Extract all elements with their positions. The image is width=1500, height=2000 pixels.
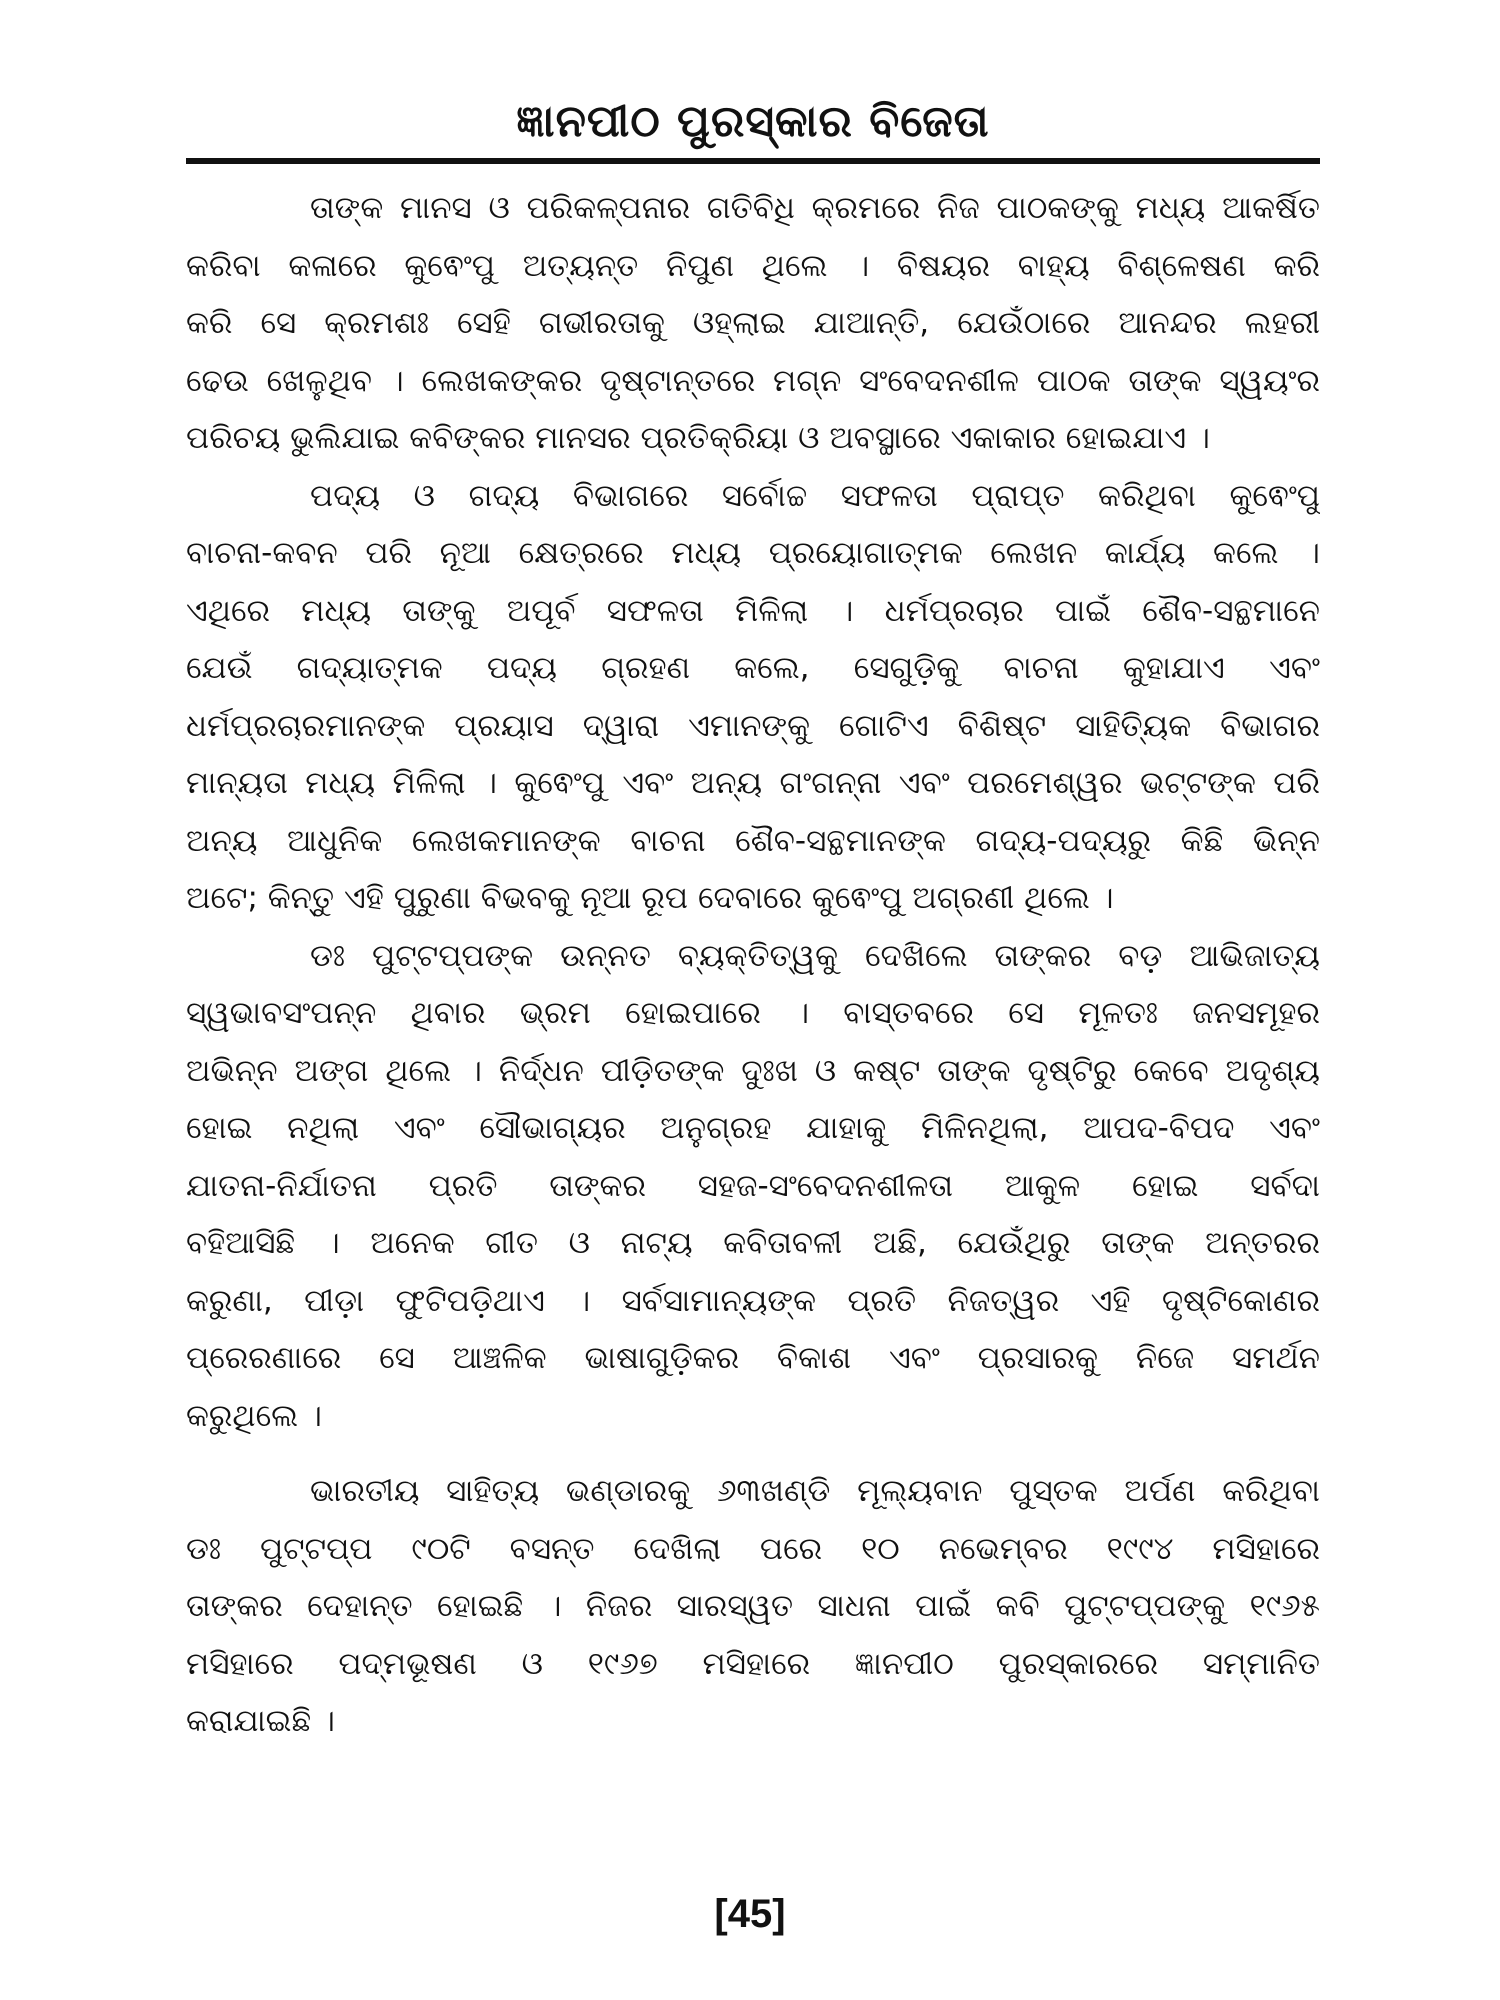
text-line: ବାଚନା-କବନ ପରି ନୂଆ କ୍ଷେତ୍ରରେ ମଧ୍ୟ ପ୍ରୟୋଗାତ୍ମକ ଲେଖନ କାର୍ଯ୍ୟ କଲେ । <box>186 535 1320 571</box>
text-line: ଭାରତୀୟ ସାହିତ୍ୟ ଭଣ୍ଡାରକୁ ୬୩ଖଣ୍ଡି ମୂଲ୍ୟବାନ ପୁସ୍ତକ ଅର୍ପଣ କରିଥିବା <box>310 1473 1320 1509</box>
text-line: କରି ସେ କ୍ରମଶଃ ସେହି ଗଭୀରତାକୁ ଓହ୍ଲାଇ ଯାଆନ୍ତି, ଯେଉଁଠାରେ ଆନନ୍ଦର ଲହରୀ <box>186 305 1320 341</box>
paragraph <box>186 928 1320 1446</box>
paragraph <box>186 468 1320 928</box>
text-line: ପରିଚୟ ଭୁଲିଯାଇ କବିଙ୍କର ମାନସର ପ୍ରତିକ୍ରିୟା ଓ ଅବସ୍ଥାରେ ଏକାକାର ହୋଇଯାଏ । <box>186 420 1210 456</box>
running-head-title: ଜ୍ଞାନପୀଠ ପୁରସ୍କାର ବିଜେତା <box>516 96 990 147</box>
paragraph <box>186 1463 1320 1751</box>
text-line: କରାଯାଇଛି । <box>186 1703 335 1739</box>
text-line: ଯାତନା-ନିର୍ଯାତନା ପ୍ରତି ତାଙ୍କର ସହଜ-ସଂବେଦନଶୀଳତା ଆକୁଳ ହୋଇ ସର୍ବଦା <box>186 1167 1320 1204</box>
text-line: ଅନ୍ୟ ଆଧୁନିକ ଲେଖକମାନଙ୍କ ବାଚନା ଶୈବ-ସନ୍ଥମାନଙ୍କ ଗଦ୍ୟ-ପଦ୍ୟରୁ କିଛି ଭିନ୍ନ <box>186 822 1320 859</box>
text-line: ଡଃ ପୁଟ୍‌ଟପ୍ପ ୯୦ଟି ବସନ୍ତ ଦେଖିଲା ପରେ ୧୦ ନଭେମ୍ବର ୧୯୯୪ ମସିହାରେ <box>186 1530 1320 1567</box>
text-line: ମସିହାରେ ପଦ୍ମଭୂଷଣ ଓ ୧୯୬୭ ମସିହାରେ ଜ୍ଞାନପୀଠ ପୁରସ୍କାରରେ ସମ୍ମାନିତ <box>186 1645 1320 1682</box>
text-line: ମାନ୍ୟତା ମଧ୍ୟ ମିଳିଲା । କୁଵେଂପୁ ଏବଂ ଅନ୍ୟ ଗଂଗନ୍ନା ଏବଂ ପରମେଶ୍ୱର ଭଟ୍ଟଙ୍କ ପରି <box>186 765 1320 801</box>
text-line: କରିବା କଳାରେ କୁଵେଂପୁ ଅତ୍ୟନ୍ତ ନିପୁଣ ଥିଲେ । ବିଷୟର ବାହ୍ୟ ବିଶ୍ଳେଷଣ କରି <box>186 247 1320 284</box>
text-line: ଡଃ ପୁଟ୍ଟପ୍ପଙ୍କ ଉନ୍ନତ ବ୍ୟକ୍ତିତ୍ୱକୁ ଦେଖିଲେ ତାଙ୍କର ବଡ଼ ଆଭିଜାତ୍ୟ <box>310 937 1320 974</box>
paragraph <box>186 180 1320 468</box>
text-line: ପ୍ରେରଣାରେ ସେ ଆଞ୍ଚଳିକ ଭାଷାଗୁଡ଼ିକର ବିକାଶ ଏବଂ ପ୍ରସାରକୁ ନିଜେ ସମର୍ଥନ <box>186 1340 1320 1376</box>
text-line: କରୁଣା, ପୀଡ଼ା ଫୁଟିପଡ଼ିଥାଏ । ସର୍ବସାମାନ୍ୟଙ୍କ ପ୍ରତି ନିଜତ୍ୱର ଏହି ଦୃଷ୍ଟିକୋଣର <box>186 1282 1320 1319</box>
header-rule <box>186 158 1320 164</box>
text-line: ତାଙ୍କ ମାନସ ଓ ପରିକଳ୍ପନାର ଗତିବିଧି କ୍ରମରେ ନିଜ ପାଠକଙ୍କୁ ମଧ୍ୟ ଆକର୍ଷିତ <box>310 190 1320 226</box>
paragraph-gap <box>186 1445 1320 1463</box>
text-line: ଯେଉଁ ଗଦ୍ୟାତ୍ମକ ପଦ୍ୟ ଗ୍ରହଣ କଲେ, ସେଗୁଡ଼ିକୁ ବାଚନା କୁହାଯାଏ ଏବଂ <box>186 650 1320 686</box>
page-number: [45] <box>714 1892 786 1936</box>
text-line: ଏଥିରେ ମଧ୍ୟ ତାଙ୍କୁ ଅପୂର୍ବ ସଫଳତା ମିଳିଲା । ଧର୍ମପ୍ରଚାର ପାଇଁ ଶୈବ-ସନ୍ଥମାନେ <box>186 592 1320 629</box>
text-line: ତାଙ୍କର ଦେହାନ୍ତ ହୋଇଛି । ନିଜର ସାରସ୍ୱତ ସାଧନା ପାଇଁ କବି ପୁଟ୍‌ଟପ୍ପଙ୍କୁ ୧୯୬୫ <box>186 1588 1320 1624</box>
text-line: ଅଭିନ୍ନ ଅଙ୍ଗ ଥିଲେ । ନିର୍ଦ୍ଧନ ପୀଡ଼ିତଙ୍କ ଦୁଃଖ ଓ କଷ୍ଟ ତାଙ୍କ ଦୃଷ୍ଟିରୁ କେବେ ଅଦୃଶ୍ୟ <box>186 1052 1320 1089</box>
text-line: ବହିଆସିଛି । ଅନେକ ଗୀତ ଓ ନାଟ୍ୟ କବିତାବଳୀ ଅଛି, ଯେଉଁଥିରୁ ତାଙ୍କ ଅନ୍ତରର <box>186 1225 1320 1261</box>
text-line: ହୋଇ ନଥିଲା ଏବଂ ସୌଭାଗ୍ୟର ଅନୁଗ୍ରହ ଯାହାକୁ ମିଳିନଥିଲା, ଆପଦ-ବିପଦ ଏବଂ <box>186 1110 1320 1146</box>
text-line: ଅଟେ; କିନ୍ତୁ ଏହି ପୁରୁଣା ବିଭବକୁ ନୂଆ ରୂପ ଦେବାରେ କୁଵେଂପୁ ଅଗ୍ରଣୀ ଥିଲେ । <box>186 880 1114 916</box>
text-line: ପଦ୍ୟ ଓ ଗଦ୍ୟ ବିଭାଗରେ ସର୍ବୋଚ୍ଚ ସଫଳତା ପ୍ରାପ୍ତ କରିଥିବା କୁଵେଂପୁ <box>310 477 1320 514</box>
text-line: କରୁଥିଲେ । <box>186 1397 322 1434</box>
text-line: ସ୍ୱଭାବସଂପନ୍ନ ଥିବାର ଭ୍ରମ ହୋଇପାରେ । ବାସ୍ତବରେ ସେ ମୂଳତଃ ଜନସମୂହର <box>186 995 1320 1031</box>
text-line: ଧର୍ମପ୍ରଚାରମାନଙ୍କ ପ୍ରୟାସ ଦ୍ୱାରା ଏମାନଙ୍କୁ ଗୋଟିଏ ବିଶିଷ୍ଟ ସାହିତ୍ୟିକ ବିଭାଗର <box>186 707 1320 744</box>
body-text <box>186 180 1320 1751</box>
text-line: ଢେଉ ଖେଳୁଥିବ । ଲେଖକଙ୍କର ଦୃଷ୍ଟାନ୍ତରେ ମଗ୍ନ ସଂବେଦନଶୀଳ ପାଠକ ତାଙ୍କ ସ୍ୱୟଂର <box>186 362 1320 399</box>
